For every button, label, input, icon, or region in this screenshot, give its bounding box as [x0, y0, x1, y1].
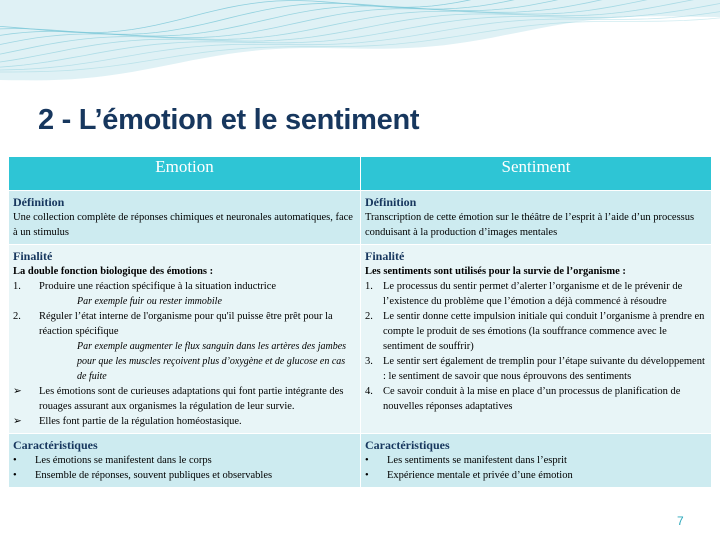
sentiment-definition-text: Transcription de cette émotion sur le théâtre de l’esprit à l’aide d’un processus conduisant à la production d’images mentales — [365, 212, 695, 238]
finalite-row — [9, 245, 712, 434]
list-text: Réguler l’état interne de l'organisme pour qu'il puisse être prêt pour la réaction spécifique — [39, 311, 333, 337]
slide-title: 2 - L’émotion et le sentiment — [38, 104, 420, 136]
emotion-caracteristiques-cell — [9, 434, 361, 488]
list-text: Ce savoir conduit à la mise en place d’un processus de planification de nouvelles réponses adaptatives — [383, 386, 681, 412]
sentiment-finalite-heading: Finalité — [365, 249, 405, 263]
bullet-icon: • — [13, 455, 17, 466]
sentiment-definition-heading: Définition — [365, 195, 417, 209]
list-text: Le sentir sert également de tremplin pour l’étape suivante du développement : le sentiment de savoir que nous éprouvons des sentiments — [383, 356, 705, 382]
list-marker: 2. — [365, 311, 373, 322]
bullet-icon: • — [13, 470, 17, 481]
caracteristiques-row — [9, 434, 712, 488]
arrow-bullet-icon: ➢ — [13, 386, 22, 397]
emotion-finalite-cell — [9, 245, 361, 434]
list-marker: 1. — [365, 281, 373, 292]
header-sentiment: Sentiment — [361, 157, 712, 191]
emotion-finalite-heading: Finalité — [13, 249, 53, 263]
list-text: Produire une réaction spécifique à la situation inductrice — [39, 281, 277, 292]
definition-row — [9, 191, 712, 245]
arrow-bullet-icon: ➢ — [13, 416, 22, 427]
example-text: Par exemple fuir ou rester immobile — [77, 296, 222, 307]
example-text: Par exemple augmenter le flux sanguin dans les artères des jambes pour que les muscles reçoivent plus d’oxygène et de glucose en cas de fuite — [77, 341, 347, 382]
list-item — [365, 279, 706, 309]
sentiment-caracteristiques-cell — [361, 434, 712, 488]
comparison-table — [8, 156, 712, 488]
list-item — [13, 279, 355, 294]
list-item — [13, 309, 355, 339]
list-text: Les émotions se manifestent dans le corps — [35, 455, 212, 466]
list-item — [365, 384, 706, 414]
list-text: Les sentiments se manifestent dans l’esprit — [387, 455, 567, 466]
wave-background — [0, 0, 720, 80]
sentiment-definition-cell — [361, 191, 712, 245]
sentiment-finalite-cell — [361, 245, 712, 434]
list-marker: 1. — [13, 281, 21, 292]
list-marker: 3. — [365, 356, 373, 367]
sentiment-caracteristiques-heading: Caractéristiques — [365, 438, 450, 452]
list-text: Le processus du sentir permet d’alerter l’organisme et de le prévenir de l’existence du problème que l’émotion a déjà commencé à résoudre — [383, 281, 683, 307]
list-item — [365, 468, 706, 483]
list-item — [13, 384, 355, 414]
list-marker: 4. — [365, 386, 373, 397]
emotion-definition-text: Une collection complète de réponses chimiques et neuronales automatiques, face à un stimulus — [13, 212, 353, 238]
bullet-icon: • — [365, 470, 369, 481]
list-text: Les émotions sont de curieuses adaptations qui font partie intégrante des rouages assurant aux organismes la régulation de leur survie. — [39, 386, 344, 412]
page-number: 7 — [677, 514, 684, 528]
header-emotion: Emotion — [9, 157, 361, 191]
list-text: Ensemble de réponses, souvent publiques et observables — [35, 470, 273, 481]
list-item — [13, 468, 355, 483]
emotion-finalite-lead: La double fonction biologique des émotions : — [13, 266, 214, 277]
list-item — [365, 309, 706, 354]
list-item — [13, 453, 355, 468]
list-item — [365, 354, 706, 384]
sentiment-finalite-lead: Les sentiments sont utilisés pour la survie de l’organisme : — [365, 266, 626, 277]
table-header-row — [9, 157, 712, 191]
list-marker: 2. — [13, 311, 21, 322]
list-text: Le sentir donne cette impulsion initiale qui conduit l’organisme à prendre en compte le produit de ses émotions (la souffrance commence avec le sentiment de souffrir) — [383, 311, 705, 352]
list-item — [365, 453, 706, 468]
bullet-icon: • — [365, 455, 369, 466]
list-text: Elles font partie de la régulation homéostasique. — [39, 416, 242, 427]
emotion-definition-cell — [9, 191, 361, 245]
emotion-definition-heading: Définition — [13, 195, 65, 209]
emotion-caracteristiques-heading: Caractéristiques — [13, 438, 98, 452]
list-text: Expérience mentale et privée d’une émotion — [387, 470, 573, 481]
decorative-wave-banner — [0, 0, 720, 90]
list-item — [13, 414, 355, 429]
